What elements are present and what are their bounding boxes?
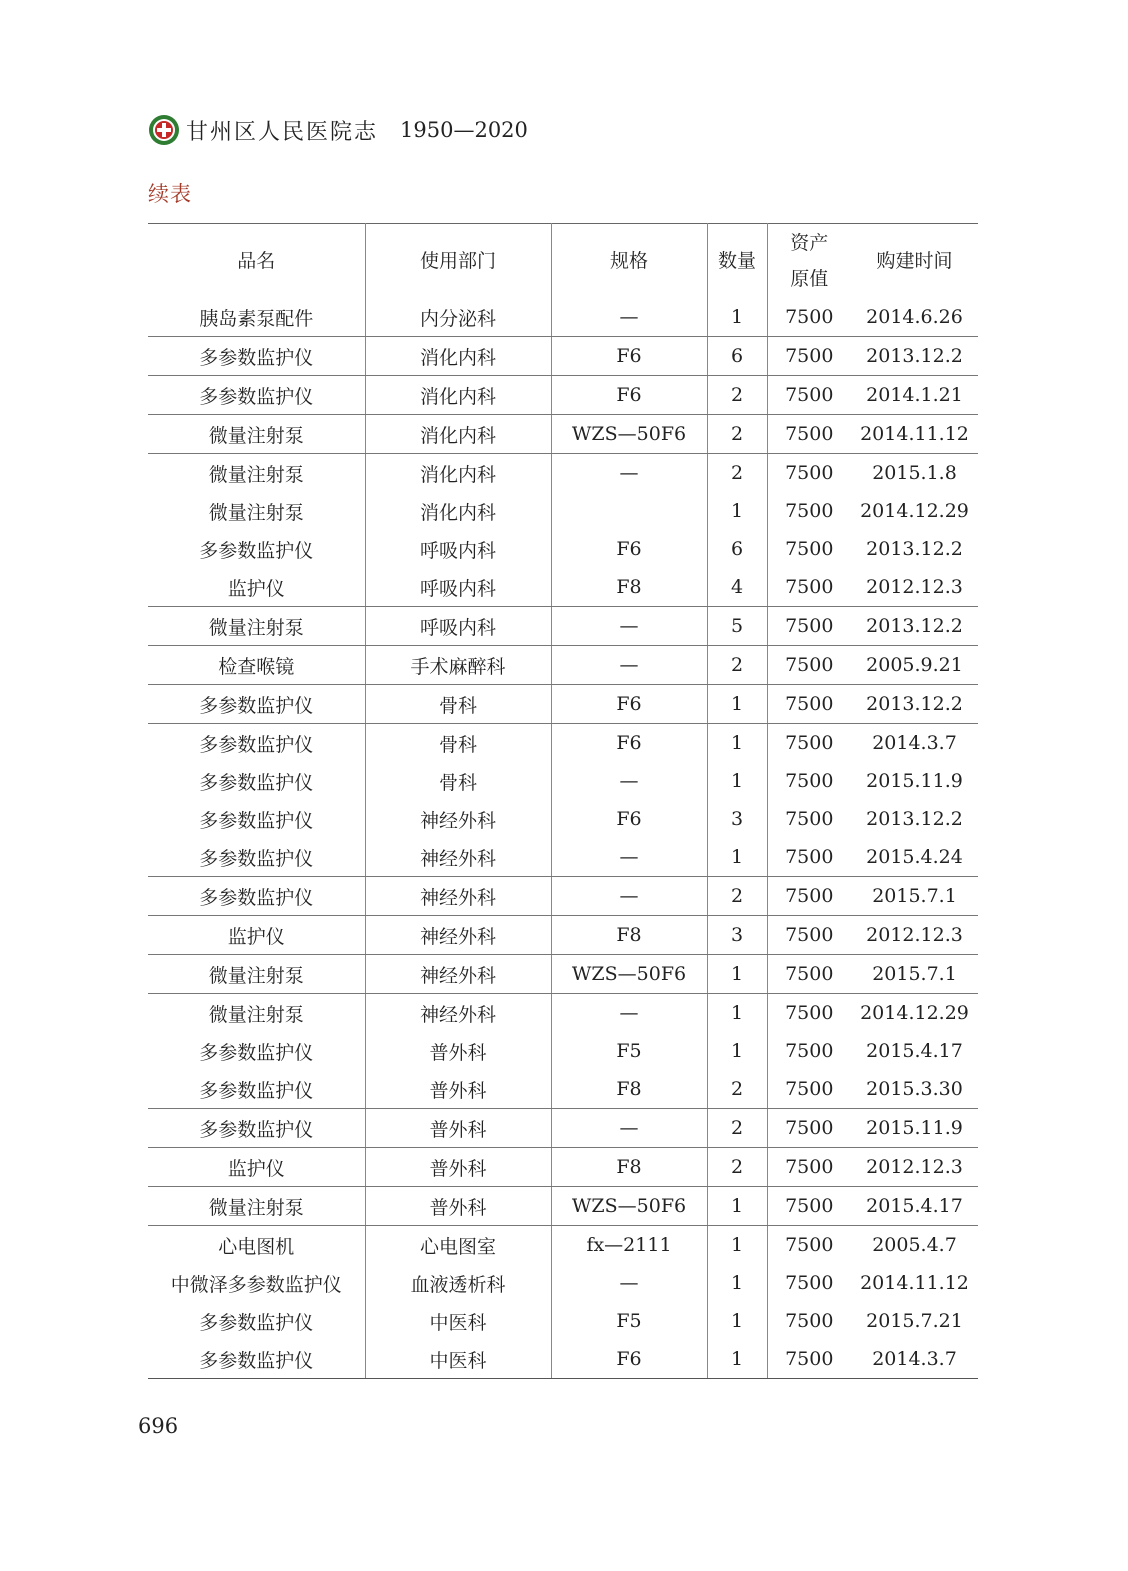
cell-asset-value: 7500 [785, 1234, 834, 1256]
cell-department: 普外科 [365, 1032, 551, 1070]
cell-spec: — [551, 1109, 707, 1148]
cell-name: 监护仪 [148, 568, 365, 607]
column-header-name: 品名 [148, 224, 365, 299]
cell-name: 心电图机 [148, 1226, 365, 1265]
table-row [148, 607, 978, 646]
cell-asset-value: 7500 [785, 500, 834, 522]
cell-spec: F5 [551, 1032, 707, 1070]
cell-spec: — [551, 298, 707, 337]
cell-purchase-date: 2015.11.9 [851, 1109, 978, 1148]
cell-department: 骨科 [365, 724, 551, 763]
cell-department: 手术麻醉科 [365, 646, 551, 685]
cell-purchase-date: 2005.4.7 [872, 1234, 957, 1256]
cell-asset-value: 7500 [785, 732, 834, 754]
table-header-row [148, 224, 978, 299]
cell-purchase-date: 2005.9.21 [851, 646, 978, 685]
cell-spec: — [551, 838, 707, 877]
cell-quantity: 4 [707, 568, 767, 607]
cell-purchase-date: 2013.12.2 [851, 337, 978, 376]
cell-asset-value: 7500 [767, 916, 851, 955]
cell-purchase-date: 2015.1.8 [872, 462, 957, 484]
cell-spec: fx—2111 [551, 1226, 707, 1265]
cell-spec: — [551, 994, 707, 1033]
cell-name: 多参数监护仪 [148, 1032, 365, 1070]
cell-asset-value: 7500 [767, 1148, 851, 1187]
cell-purchase-date: 2014.12.29 [860, 500, 969, 522]
cell-name: 多参数监护仪 [148, 530, 365, 568]
cell-purchase-date: 2015.11.9 [866, 770, 963, 792]
cell-asset-value: 7500 [785, 770, 834, 792]
table-row [148, 1032, 978, 1070]
cell-quantity: 1 [707, 1187, 767, 1226]
cell-spec: F6 [551, 724, 707, 763]
cell-name: 多参数监护仪 [148, 337, 365, 376]
table-row [148, 298, 978, 337]
cell-quantity: 2 [707, 877, 767, 916]
cell-department: 神经外科 [365, 838, 551, 877]
cell-name: 多参数监护仪 [148, 1070, 365, 1109]
cell-department: 消化内科 [365, 492, 551, 530]
cell-purchase-date: 2014.12.29 [860, 1002, 969, 1024]
cell-quantity: 1 [707, 1226, 767, 1265]
cell-spec: — [551, 1264, 707, 1302]
cell-name: 多参数监护仪 [148, 1109, 365, 1148]
cell-quantity: 1 [707, 1032, 767, 1070]
cell-purchase-date: 2015.7.1 [851, 955, 978, 994]
cell-asset-value: 7500 [767, 955, 851, 994]
cell-asset-value: 7500 [767, 877, 851, 916]
cell-asset-value: 7500 [767, 1340, 851, 1379]
cell-quantity: 6 [707, 337, 767, 376]
table-row [148, 337, 978, 376]
cell-quantity: 1 [707, 994, 767, 1033]
cell-department: 消化内科 [365, 337, 551, 376]
cell-name: 多参数监护仪 [148, 800, 365, 838]
cell-department: 呼吸内科 [365, 568, 551, 607]
cell-quantity: 3 [707, 916, 767, 955]
cell-asset-value: 7500 [785, 1272, 834, 1294]
cell-spec: F6 [551, 376, 707, 415]
cell-name: 多参数监护仪 [148, 724, 365, 763]
table-row [148, 916, 978, 955]
cell-purchase-date: 2012.12.3 [851, 568, 978, 607]
cell-quantity: 1 [707, 724, 767, 763]
cell-asset-value: 7500 [767, 1187, 851, 1226]
column-header-asset-line1: 资产 [790, 232, 829, 254]
cell-spec: F8 [551, 568, 707, 607]
cell-quantity: 1 [707, 1264, 767, 1302]
cell-asset-value: 7500 [785, 538, 834, 560]
cell-purchase-date: 2015.7.1 [851, 877, 978, 916]
cell-department: 神经外科 [365, 955, 551, 994]
book-years: 1950—2020 [400, 118, 528, 142]
cell-name: 微量注射泵 [148, 607, 365, 646]
cell-name: 微量注射泵 [148, 492, 365, 530]
table-row [148, 1070, 978, 1109]
cell-asset-value: 7500 [767, 415, 851, 454]
cell-name: 胰岛素泵配件 [148, 298, 365, 337]
table-row [148, 568, 978, 607]
cell-asset-value: 7500 [785, 808, 834, 830]
table-row [148, 415, 978, 454]
table-row [148, 646, 978, 685]
table-row [148, 492, 978, 530]
table-row [148, 1226, 978, 1265]
cell-department: 血液透析科 [365, 1264, 551, 1302]
column-header-purchase-date: 购建时间 [851, 224, 978, 299]
cell-asset-value: 7500 [785, 1002, 834, 1024]
cell-department: 神经外科 [365, 800, 551, 838]
cell-department: 中医科 [365, 1302, 551, 1340]
table-row [148, 1302, 978, 1340]
cell-asset-value: 7500 [767, 568, 851, 607]
cell-department: 神经外科 [365, 994, 551, 1033]
page-number: 696 [138, 1414, 179, 1438]
cell-quantity: 1 [707, 685, 767, 724]
cell-asset-value: 7500 [785, 1310, 834, 1332]
cell-name: 中微泽多参数监护仪 [148, 1264, 365, 1302]
cell-quantity: 3 [707, 800, 767, 838]
table-row [148, 877, 978, 916]
cell-purchase-date: 2015.3.30 [851, 1070, 978, 1109]
cell-spec: F6 [551, 337, 707, 376]
cell-quantity: 2 [707, 1148, 767, 1187]
cell-spec: F5 [551, 1302, 707, 1340]
cell-department: 内分泌科 [365, 298, 551, 337]
cell-asset-value: 7500 [767, 607, 851, 646]
table-row [148, 376, 978, 415]
cell-department: 普外科 [365, 1187, 551, 1226]
cell-quantity: 1 [707, 838, 767, 877]
cell-spec: WZS—50F6 [551, 415, 707, 454]
column-header-asset-value [767, 224, 851, 299]
table-row [148, 1187, 978, 1226]
cell-name: 检查喉镜 [148, 646, 365, 685]
cell-quantity: 2 [707, 646, 767, 685]
cell-department: 消化内科 [365, 376, 551, 415]
cell-name: 多参数监护仪 [148, 685, 365, 724]
cell-spec [551, 492, 707, 530]
cell-purchase-date: 2014.3.7 [872, 732, 957, 754]
cell-spec: F6 [551, 530, 707, 568]
cell-name: 微量注射泵 [148, 1187, 365, 1226]
cell-purchase-date: 2013.12.2 [866, 808, 963, 830]
page-header [148, 112, 528, 148]
cell-name: 监护仪 [148, 1148, 365, 1187]
cell-purchase-date: 2014.6.26 [851, 298, 978, 337]
cell-spec: F8 [551, 1070, 707, 1109]
cell-quantity: 1 [707, 762, 767, 800]
cell-spec: F8 [551, 1148, 707, 1187]
cell-asset-value: 7500 [767, 298, 851, 337]
continued-table-label: 续表 [148, 182, 192, 206]
table-row [148, 838, 978, 877]
hospital-emblem-logo [148, 114, 180, 146]
cell-quantity: 2 [707, 376, 767, 415]
table-row [148, 1148, 978, 1187]
cell-name: 多参数监护仪 [148, 1302, 365, 1340]
cell-purchase-date: 2012.12.3 [851, 1148, 978, 1187]
cell-name: 多参数监护仪 [148, 877, 365, 916]
cell-spec: F6 [551, 685, 707, 724]
table-row [148, 994, 978, 1033]
column-header-department: 使用部门 [365, 224, 551, 299]
cell-name: 多参数监护仪 [148, 376, 365, 415]
cell-department: 普外科 [365, 1148, 551, 1187]
cell-department: 普外科 [365, 1070, 551, 1109]
cell-asset-value: 7500 [767, 838, 851, 877]
cell-spec: WZS—50F6 [551, 1187, 707, 1226]
cell-purchase-date: 2015.4.17 [866, 1040, 963, 1062]
column-header-spec: 规格 [551, 224, 707, 299]
cell-purchase-date: 2014.3.7 [851, 1340, 978, 1379]
book-title: 甘州区人民医院志 [186, 119, 379, 145]
cell-quantity: 2 [707, 415, 767, 454]
cell-purchase-date: 2014.11.12 [860, 1272, 969, 1294]
cell-asset-value: 7500 [785, 462, 834, 484]
equipment-table [148, 223, 978, 1379]
cell-quantity: 1 [707, 1340, 767, 1379]
cell-name: 微量注射泵 [148, 955, 365, 994]
column-header-asset-line2: 原值 [790, 268, 829, 290]
cell-spec: F8 [551, 916, 707, 955]
cell-spec: — [551, 646, 707, 685]
cell-name: 多参数监护仪 [148, 1340, 365, 1379]
cell-name: 多参数监护仪 [148, 838, 365, 877]
cell-department: 骨科 [365, 762, 551, 800]
cell-spec: F6 [551, 800, 707, 838]
cell-asset-value: 7500 [767, 1109, 851, 1148]
table-body [148, 298, 978, 1379]
cell-name: 微量注射泵 [148, 994, 365, 1033]
table-row [148, 1109, 978, 1148]
cell-asset-value: 7500 [767, 376, 851, 415]
cell-department: 普外科 [365, 1109, 551, 1148]
table-row [148, 762, 978, 800]
cell-purchase-date: 2014.11.12 [851, 415, 978, 454]
cell-purchase-date: 2013.12.2 [866, 538, 963, 560]
cell-name: 监护仪 [148, 916, 365, 955]
cell-purchase-date: 2015.4.24 [851, 838, 978, 877]
cell-asset-value: 7500 [767, 337, 851, 376]
cell-purchase-date: 2013.12.2 [851, 685, 978, 724]
cell-spec: — [551, 877, 707, 916]
cell-department: 消化内科 [365, 454, 551, 493]
cell-name: 多参数监护仪 [148, 762, 365, 800]
cell-department: 呼吸内科 [365, 530, 551, 568]
cell-spec: — [551, 607, 707, 646]
cell-spec: WZS—50F6 [551, 955, 707, 994]
cell-purchase-date: 2015.4.17 [851, 1187, 978, 1226]
cell-name: 微量注射泵 [148, 415, 365, 454]
table-row [148, 1264, 978, 1302]
cell-department: 中医科 [365, 1340, 551, 1379]
column-header-quantity: 数量 [707, 224, 767, 299]
cell-asset-value: 7500 [767, 646, 851, 685]
cell-asset-value: 7500 [785, 1040, 834, 1062]
cell-quantity: 1 [707, 298, 767, 337]
cell-department: 心电图室 [365, 1226, 551, 1265]
cell-spec: F6 [551, 1340, 707, 1379]
cell-asset-value: 7500 [767, 685, 851, 724]
cell-quantity: 1 [707, 1302, 767, 1340]
cell-quantity: 1 [707, 492, 767, 530]
cell-department: 骨科 [365, 685, 551, 724]
cell-quantity: 2 [707, 1070, 767, 1109]
table-row [148, 724, 978, 763]
table-row [148, 454, 978, 493]
cell-quantity: 1 [707, 955, 767, 994]
cell-quantity: 5 [707, 607, 767, 646]
table-row [148, 800, 978, 838]
table-row [148, 1340, 978, 1379]
cell-department: 消化内科 [365, 415, 551, 454]
cell-name: 微量注射泵 [148, 454, 365, 493]
cell-spec: — [551, 454, 707, 493]
table-row [148, 530, 978, 568]
cell-purchase-date: 2014.1.21 [851, 376, 978, 415]
cell-department: 神经外科 [365, 877, 551, 916]
cell-quantity: 2 [707, 454, 767, 493]
cell-purchase-date: 2015.7.21 [866, 1310, 963, 1332]
cell-quantity: 6 [707, 530, 767, 568]
cell-asset-value: 7500 [767, 1070, 851, 1109]
cell-spec: — [551, 762, 707, 800]
cell-department: 呼吸内科 [365, 607, 551, 646]
table-row [148, 955, 978, 994]
cell-department: 神经外科 [365, 916, 551, 955]
cell-purchase-date: 2013.12.2 [851, 607, 978, 646]
table-row [148, 685, 978, 724]
cell-quantity: 2 [707, 1109, 767, 1148]
cell-purchase-date: 2012.12.3 [851, 916, 978, 955]
